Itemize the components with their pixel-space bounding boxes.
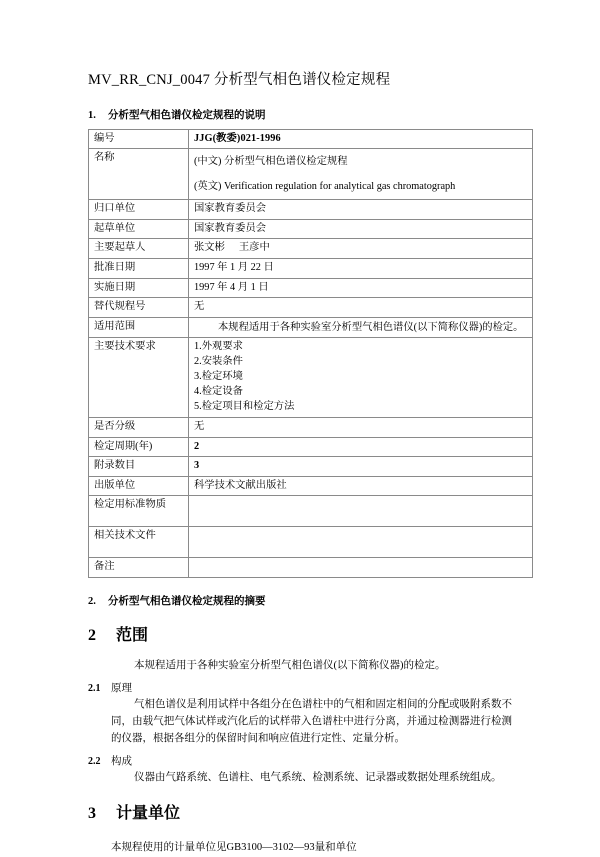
subsection-2-2-title: 构成: [111, 756, 132, 768]
row-value-main-drafters: [189, 239, 533, 259]
row-label-remarks: 备注: [89, 558, 189, 578]
chapter-3-number: 3: [88, 805, 96, 823]
section-1-number: 1.: [88, 109, 96, 121]
section-heading-1: [88, 107, 512, 122]
technical-requirements-list: [194, 340, 528, 415]
row-label-superseded-code: 替代规程号: [89, 298, 189, 318]
section-2-number: 2.: [88, 595, 96, 607]
list-item: 5.检定项目和检定方法: [194, 401, 295, 413]
row-value-code: JJG(教委)021-1996: [189, 129, 533, 149]
table-row: [89, 259, 533, 279]
table-row: [89, 298, 533, 318]
row-value-technical-requirements: [189, 338, 533, 418]
table-row: [89, 129, 533, 149]
row-value-related-documents: [189, 527, 533, 558]
row-label-main-drafters: 主要起草人: [89, 239, 189, 259]
table-row: [89, 317, 533, 337]
table-row: [89, 219, 533, 239]
subsection-2-2-number: 2.2: [88, 756, 101, 768]
row-label-drafting-unit: 起草单位: [89, 219, 189, 239]
table-row: [89, 417, 533, 437]
chapter-2-intro: 本规程适用于各种实验室分析型气相色谱仪(以下简称仪器)的检定。: [134, 660, 446, 672]
scope-text: 本规程适用于各种实验室分析型气相色谱仪(以下简称仪器)的检定。: [218, 321, 524, 333]
section-2-label: 分析型气相色谱仪检定规程的摘要: [108, 595, 266, 607]
table-row: [89, 200, 533, 220]
chapter-2-number: 2: [88, 626, 96, 644]
table-row: [89, 437, 533, 457]
drafter-name-1: 张文彬: [194, 242, 225, 254]
chapter-heading-scope: [88, 625, 512, 647]
row-value-drafting-unit: 国家教育委员会: [189, 219, 533, 239]
table-row: [89, 278, 533, 298]
table-row: [89, 558, 533, 578]
row-label-related-documents: 相关技术文件: [89, 527, 189, 558]
chapter-2-title: 范围: [116, 626, 149, 644]
row-label-technical-requirements: 主要技术要求: [89, 338, 189, 418]
table-row: [89, 496, 533, 527]
subsection-2-1-title: 原理: [111, 683, 132, 695]
row-label-administering-unit: 归口单位: [89, 200, 189, 220]
page-title: MV_RR_CNJ_0047 分析型气相色谱仪检定规程: [88, 72, 391, 88]
row-value-appendix-count: 3: [189, 457, 533, 477]
name-chinese: (中文) 分析型气相色谱仪检定规程: [194, 156, 348, 168]
row-value-effective-date: 1997 年 4 月 1 日: [189, 278, 533, 298]
row-label-approval-date: 批准日期: [89, 259, 189, 279]
row-value-reference-material: [189, 496, 533, 527]
table-row: [89, 527, 533, 558]
drafter-name-2: 王彦中: [238, 242, 270, 254]
row-value-administering-unit: 国家教育委员会: [189, 200, 533, 220]
subsection-2-2-text: 仪器由气路系统、色谱柱、电气系统、检测系统、记录器或数据处理系统组成。: [134, 772, 502, 784]
subsection-heading-composition: [88, 753, 512, 768]
row-label-name: 名称: [89, 149, 189, 200]
row-label-effective-date: 实施日期: [89, 278, 189, 298]
row-value-publisher: 科学技术文献出版社: [189, 476, 533, 496]
row-label-code: 编号: [89, 129, 189, 149]
regulation-info-table: [88, 129, 533, 578]
chapter-3-intro: 本规程使用的计量单位见GB3100—3102—93量和单位: [111, 841, 357, 853]
chapter-3-title: 计量单位: [116, 805, 181, 823]
row-value-superseded-code: 无: [189, 298, 533, 318]
table-row: [89, 149, 533, 200]
row-value-verification-cycle: 2: [189, 437, 533, 457]
subsection-2-1-number: 2.1: [88, 683, 101, 695]
table-row: [89, 457, 533, 477]
section-heading-2: [88, 593, 512, 608]
row-value-scope: [189, 317, 533, 337]
row-label-verification-cycle: 检定周期(年): [89, 437, 189, 457]
row-value-approval-date: 1997 年 1 月 22 日: [189, 259, 533, 279]
row-label-scope: 适用范围: [89, 317, 189, 337]
row-label-reference-material: 检定用标准物质: [89, 496, 189, 527]
row-label-publisher: 出版单位: [89, 476, 189, 496]
row-value-remarks: [189, 558, 533, 578]
subsection-2-1-text: 气相色谱仪是利用试样中各组分在色谱柱中的气相和固定相间的分配或吸附系数不同，由载气把气体试样或汽化后的试样带入色谱柱中进行分离，并通过检测器进行检测的仪器，根据各组分的保留时间和响应值进行定性、定量分析。: [111, 699, 512, 745]
section-1-label: 分析型气相色谱仪检定规程的说明: [108, 109, 266, 121]
row-label-graded: 是否分级: [89, 417, 189, 437]
name-english: (英文) Verification regulation for analytical gas chromatograph: [194, 180, 456, 192]
table-row: [89, 338, 533, 418]
table-row: [89, 476, 533, 496]
list-item: 4.检定设备: [194, 386, 243, 398]
row-value-name: [189, 149, 533, 200]
row-value-graded: 无: [189, 417, 533, 437]
subsection-heading-principle: [88, 680, 512, 695]
list-item: 2.安装条件: [194, 356, 243, 368]
list-item: 3.检定环境: [194, 371, 243, 383]
row-label-appendix-count: 附录数目: [89, 457, 189, 477]
table-row: [89, 239, 533, 259]
list-item: 1.外观要求: [194, 341, 243, 353]
chapter-heading-units: [88, 803, 512, 825]
